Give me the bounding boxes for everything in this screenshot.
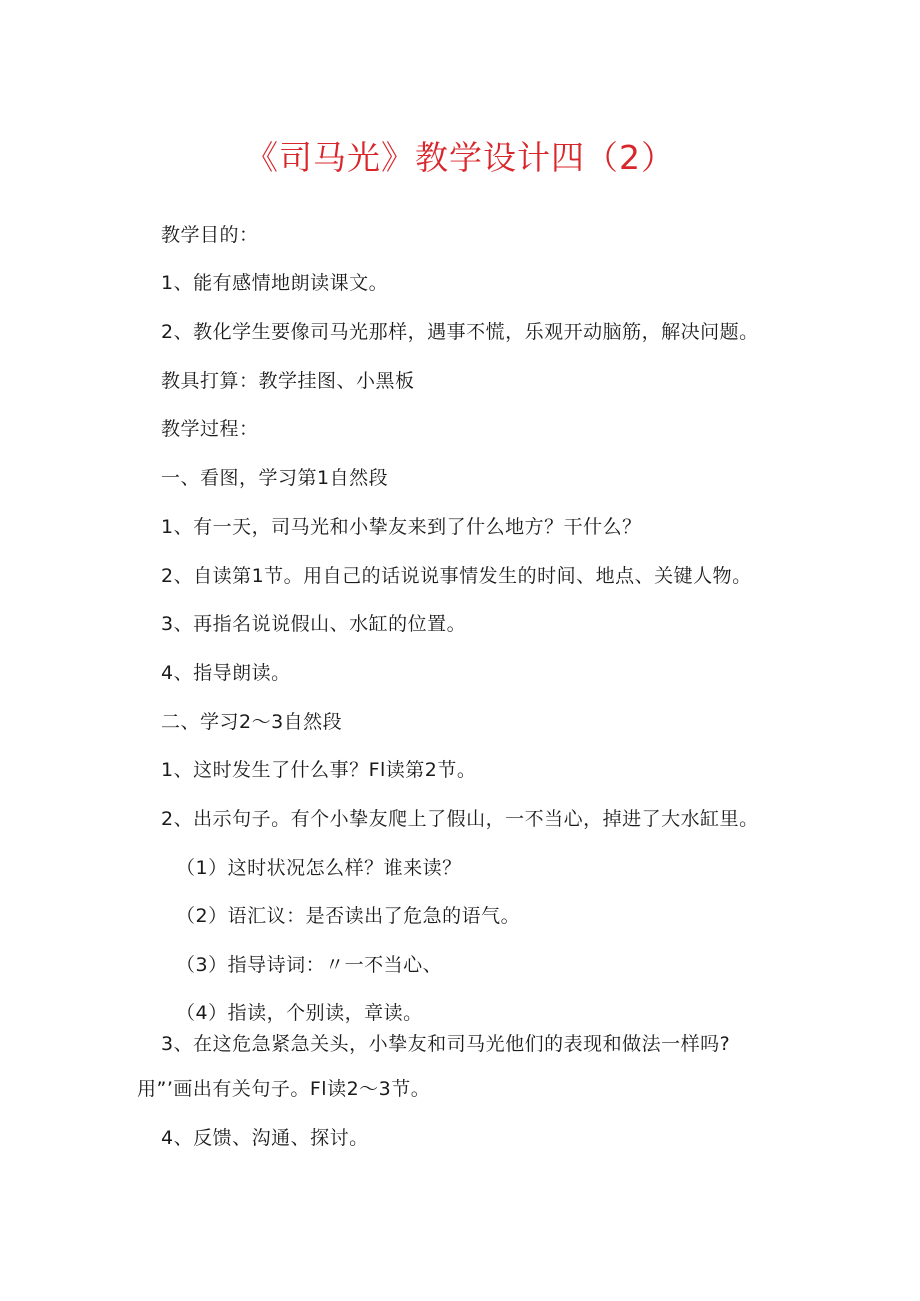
paragraph-line: 1、有一天，司马光和小挚友来到了什么地方？干什么？ [161,516,642,538]
section-heading: 二、学习2～3自然段 [161,711,343,733]
paragraph-line: 3、在这危急紧急关头，小挚友和司马光他们的表现和做法一样吗? [161,1033,731,1055]
paragraph-line: 2、教化学生要像司马光那样，遇事不慌，乐观开动脑筋，解决问题。 [161,321,759,343]
paragraph-line: 4、反馈、沟通、探讨。 [161,1127,369,1149]
section-heading: 一、看图，学习第1自然段 [161,467,389,489]
document-title: 《司马光》教学设计四（2） [245,138,675,177]
paragraph-line: 教学目的： [161,224,259,246]
paragraph-line: 2、出示句子。有个小挚友爬上了假山，一不当心，掉进了大水缸里。 [161,808,759,830]
paragraph-line: 教学过程： [161,418,259,440]
paragraph-line: 4、指导朗读。 [161,662,291,684]
sub-item-line: （4）指读，个别读，章读。 [176,1002,423,1024]
paragraph-line: 3、再指名说说假山、水缸的位置。 [161,613,467,635]
paragraph-line: 1、这时发生了什么事？Fl读第2节。 [161,759,477,781]
sub-item-line: （2）语汇议：是否读出了危急的语气。 [176,905,521,927]
paragraph-line: 2、自读第1节。用自己的话说说事情发生的时间、地点、关键人物。 [161,565,752,587]
paragraph-line: 教具打算：教学挂图、小黑板 [161,370,415,392]
paragraph-line: 用”’画出有关句子。Fl读2～3节。 [137,1078,431,1100]
sub-item-line: （1）这时状况怎么样？谁来读？ [176,857,462,879]
sub-item-line: （3）指导诗词：〃一不当心、 [176,954,443,976]
paragraph-line: 1、能有感情地朗读课文。 [161,272,389,294]
